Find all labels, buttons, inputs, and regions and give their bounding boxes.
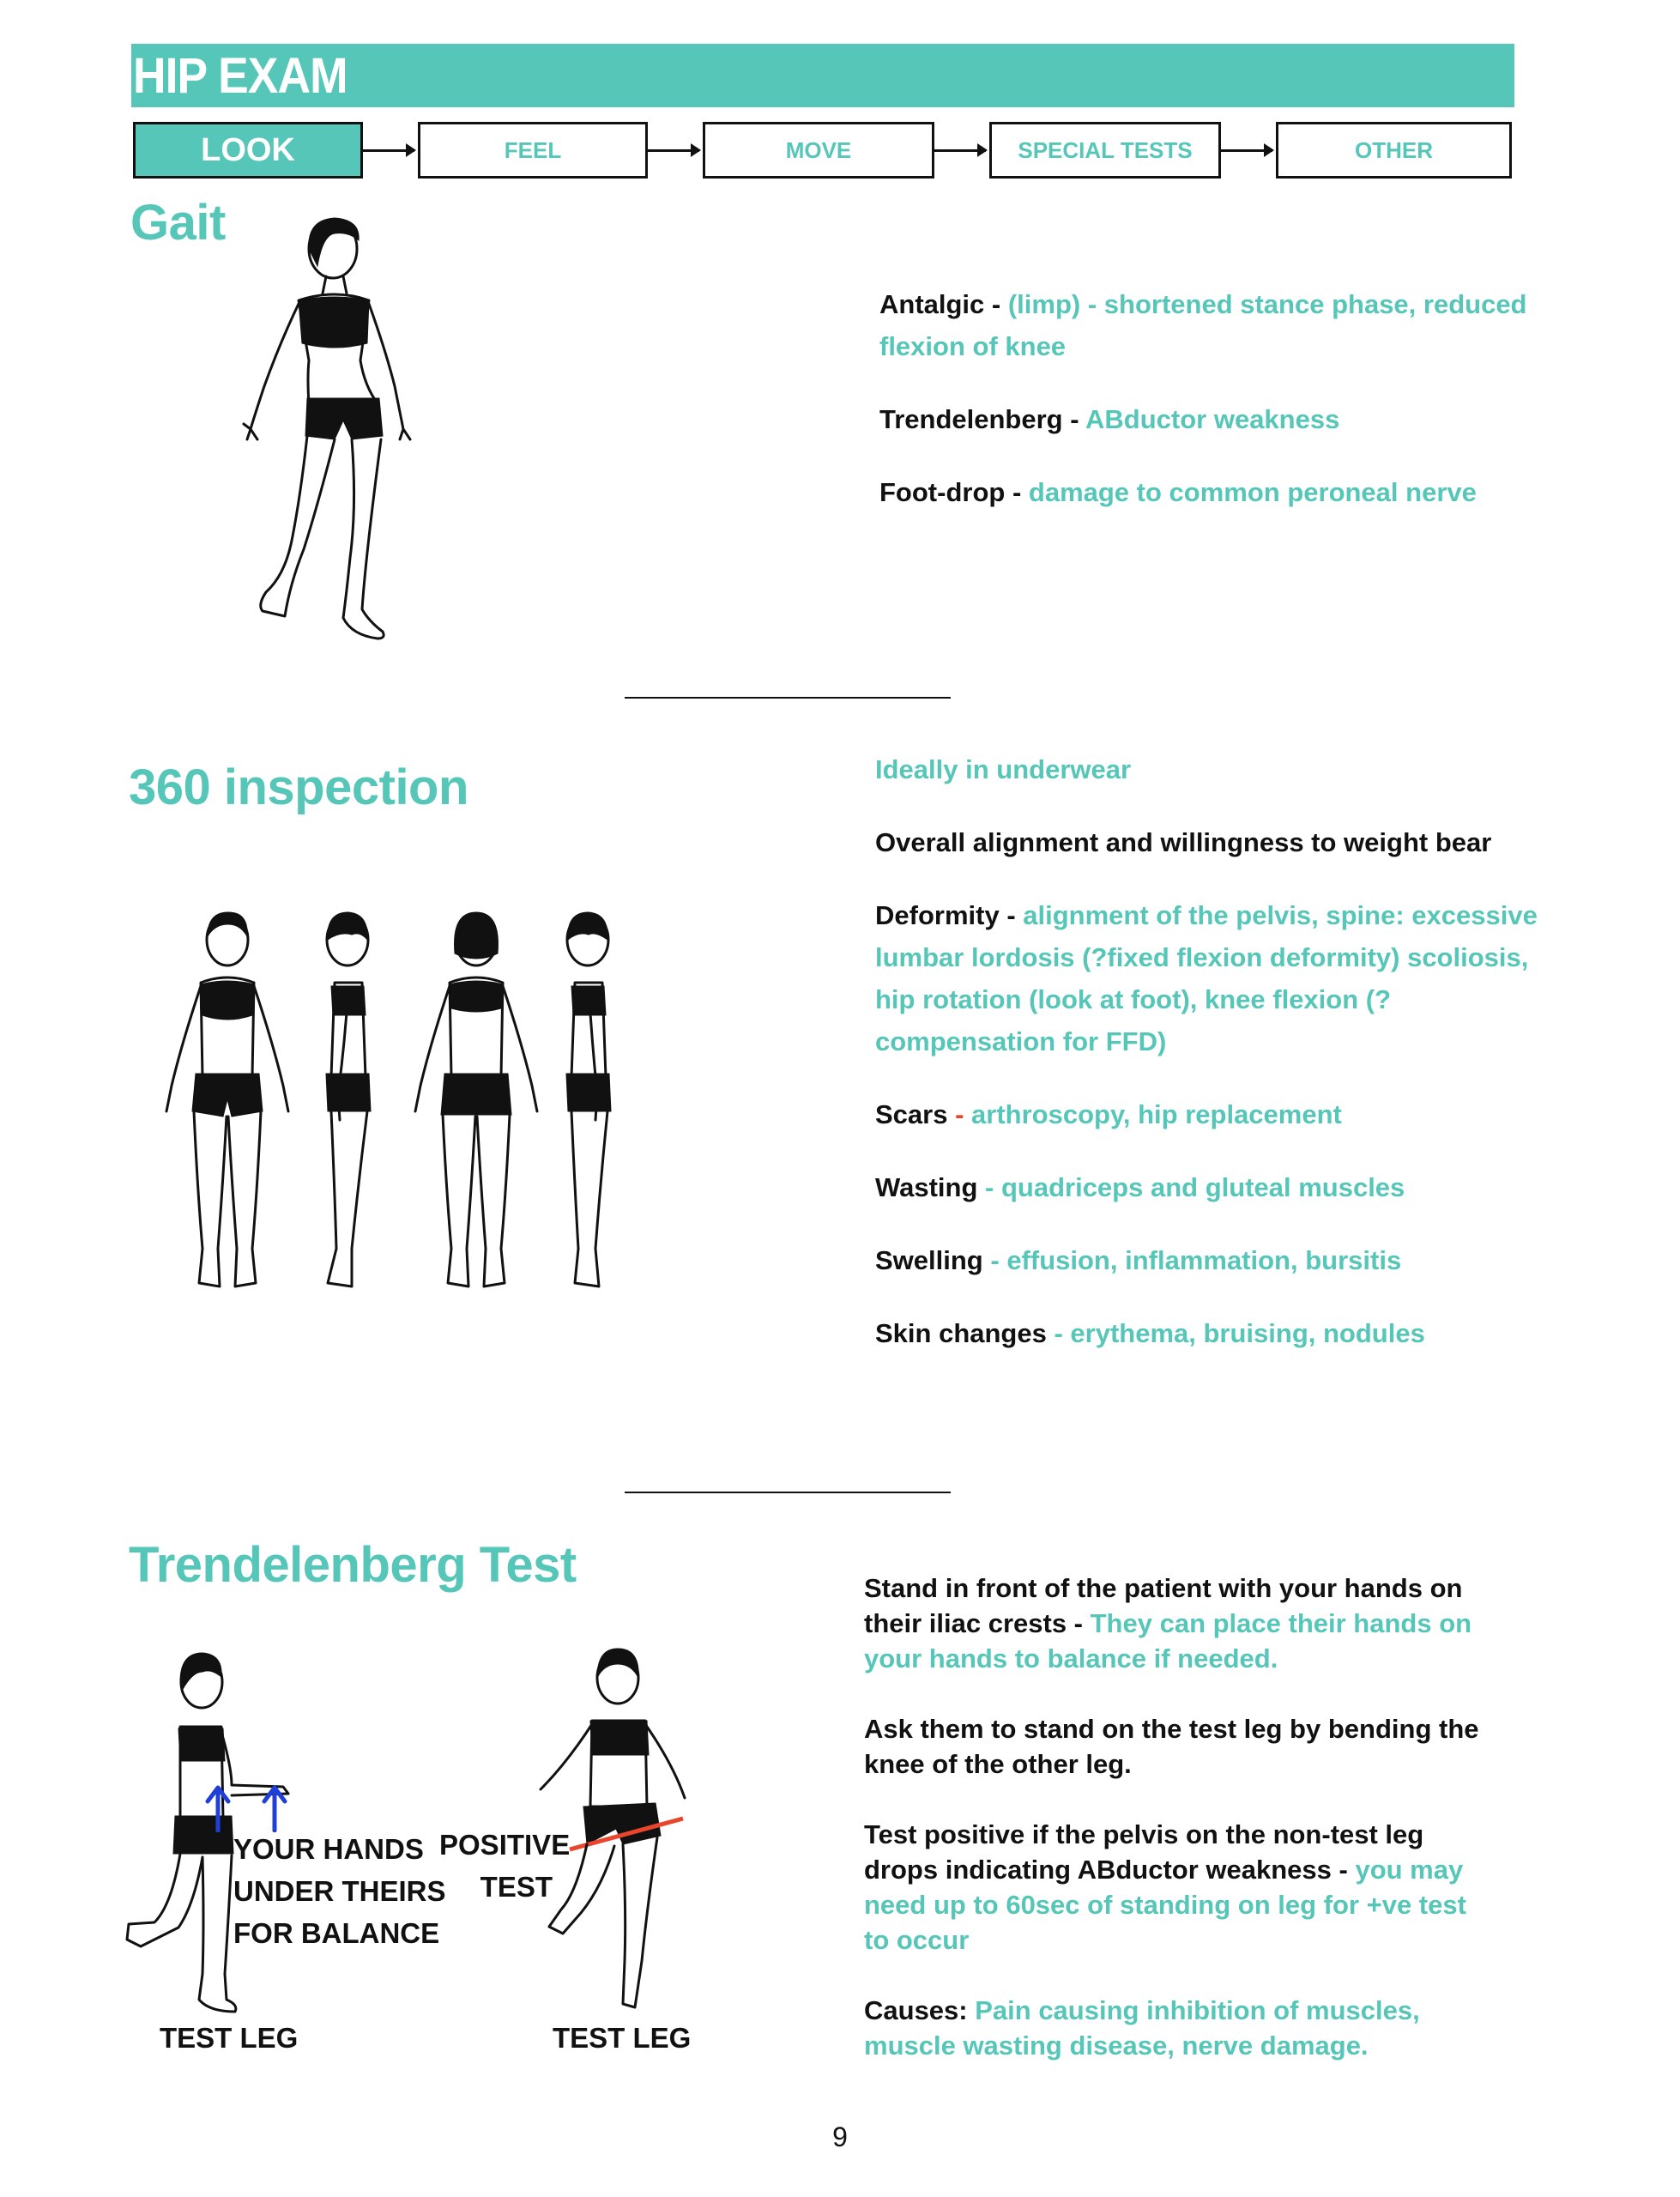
flow-arrow <box>934 149 986 152</box>
caption-line: TEST <box>480 1871 553 1903</box>
finding-description: damage to common peroneal nerve <box>1028 477 1477 507</box>
finding-term: Swelling <box>875 1245 983 1275</box>
instruction-paragraph <box>864 1817 1482 1958</box>
inspection-item <box>875 1312 1544 1354</box>
gait-item <box>879 398 1532 440</box>
page-number: 9 <box>832 2121 848 2152</box>
inspection-heading: 360 inspection <box>129 760 468 815</box>
step-look[interactable]: LOOK <box>133 122 363 179</box>
finding-description: erythema, bruising, nodules <box>1070 1318 1425 1348</box>
finding-separator: - <box>984 289 1008 319</box>
test-leg-label-left: TEST LEG <box>160 2022 299 2054</box>
instruction-text: Stand in front of the patient with your hands on their iliac crests - <box>864 1573 1463 1638</box>
four-view-body-illustration <box>129 905 644 1309</box>
flow-arrow <box>1221 149 1272 152</box>
finding-description: quadriceps and gluteal muscles <box>1000 1172 1405 1202</box>
page-title: HIP EXAM <box>133 48 347 104</box>
instruction-note: Pain causing inhibition of muscles, muscle wasting disease, nerve damage. <box>864 1995 1420 2061</box>
finding-term: Trendelenberg <box>879 404 1063 434</box>
finding-description: arthroscopy, hip replacement <box>971 1099 1342 1129</box>
gait-heading: Gait <box>130 195 226 251</box>
gait-item <box>879 283 1532 367</box>
finding-description: ABductor weakness <box>1085 404 1340 434</box>
step-feel[interactable]: FEEL <box>418 122 648 179</box>
step-move[interactable]: MOVE <box>703 122 934 179</box>
positive-test-caption <box>439 1824 571 1908</box>
step-special-tests[interactable]: SPECIAL TESTS <box>989 122 1221 179</box>
finding-term: Wasting <box>875 1172 978 1202</box>
finding-separator: - <box>982 1245 1007 1275</box>
inspection-overall: Overall alignment and willingness to weight bear <box>875 827 1492 857</box>
lift-arrows-icon <box>199 1781 293 1832</box>
finding-separator: - <box>977 1172 1001 1202</box>
finding-separator: - <box>1046 1318 1071 1348</box>
finding-description: effusion, inflammation, bursitis <box>1006 1245 1402 1275</box>
caption-line: POSITIVE <box>439 1829 571 1861</box>
inspection-item <box>875 1239 1544 1281</box>
finding-separator: - <box>999 900 1024 930</box>
instruction-paragraph <box>864 1993 1482 2063</box>
flow-arrow <box>363 149 414 152</box>
finding-separator: - <box>1005 477 1029 507</box>
caption-line: FOR BALANCE <box>233 1917 440 1949</box>
inspection-item <box>875 1166 1544 1208</box>
caption-line: UNDER THEIRS <box>233 1875 446 1907</box>
finding-separator: - <box>1062 404 1086 434</box>
finding-separator: - <box>947 1099 972 1129</box>
finding-term: Skin changes <box>875 1318 1047 1348</box>
inspection-item <box>875 1093 1544 1135</box>
gait-item <box>879 471 1532 513</box>
inspection-item <box>875 894 1544 1062</box>
inspection-findings <box>875 748 1544 1385</box>
trendelenberg-instructions <box>864 1571 1482 2098</box>
finding-description: (limp) - shortened stance phase, reduced flexion of knee <box>879 289 1527 361</box>
instruction-paragraph: Ask them to stand on the test leg by bending the knee of the other leg. <box>864 1714 1479 1779</box>
instruction-text: Causes: <box>864 1995 976 2025</box>
instruction-note: They can place their hands on your hands to balance if needed. <box>864 1608 1472 1673</box>
finding-description: alignment of the pelvis, spine: excessive lumbar lordosis (?fixed flexion deformity) scoliosis, hip rotation (look at foot), knee flexion (?compensation for FFD) <box>875 900 1538 1056</box>
hands-caption <box>233 1828 446 1954</box>
instruction-paragraph <box>864 1571 1482 1676</box>
instruction-text: Test positive if the pelvis on the non-test leg drops indicating ABductor weakness - <box>864 1819 1424 1885</box>
caption-line: YOUR HANDS <box>233 1833 424 1865</box>
test-leg-label-right: TEST LEG <box>553 2022 692 2054</box>
flow-arrow <box>648 149 699 152</box>
finding-term: Foot-drop <box>879 477 1006 507</box>
page-title-bar <box>131 44 1514 107</box>
section-divider <box>625 697 951 699</box>
instruction-note: you may need up to 60sec of standing on leg for +ve test to occur <box>864 1855 1466 1955</box>
walking-figure-illustration <box>206 215 429 652</box>
step-other[interactable]: OTHER <box>1276 122 1512 179</box>
finding-term: Antalgic <box>879 289 985 319</box>
section-divider <box>625 1492 951 1493</box>
inspection-intro: Ideally in underwear <box>875 754 1132 784</box>
gait-findings <box>879 283 1532 544</box>
finding-term: Scars <box>875 1099 948 1129</box>
trendelenberg-heading: Trendelenberg Test <box>129 1537 577 1593</box>
finding-term: Deformity <box>875 900 1000 930</box>
